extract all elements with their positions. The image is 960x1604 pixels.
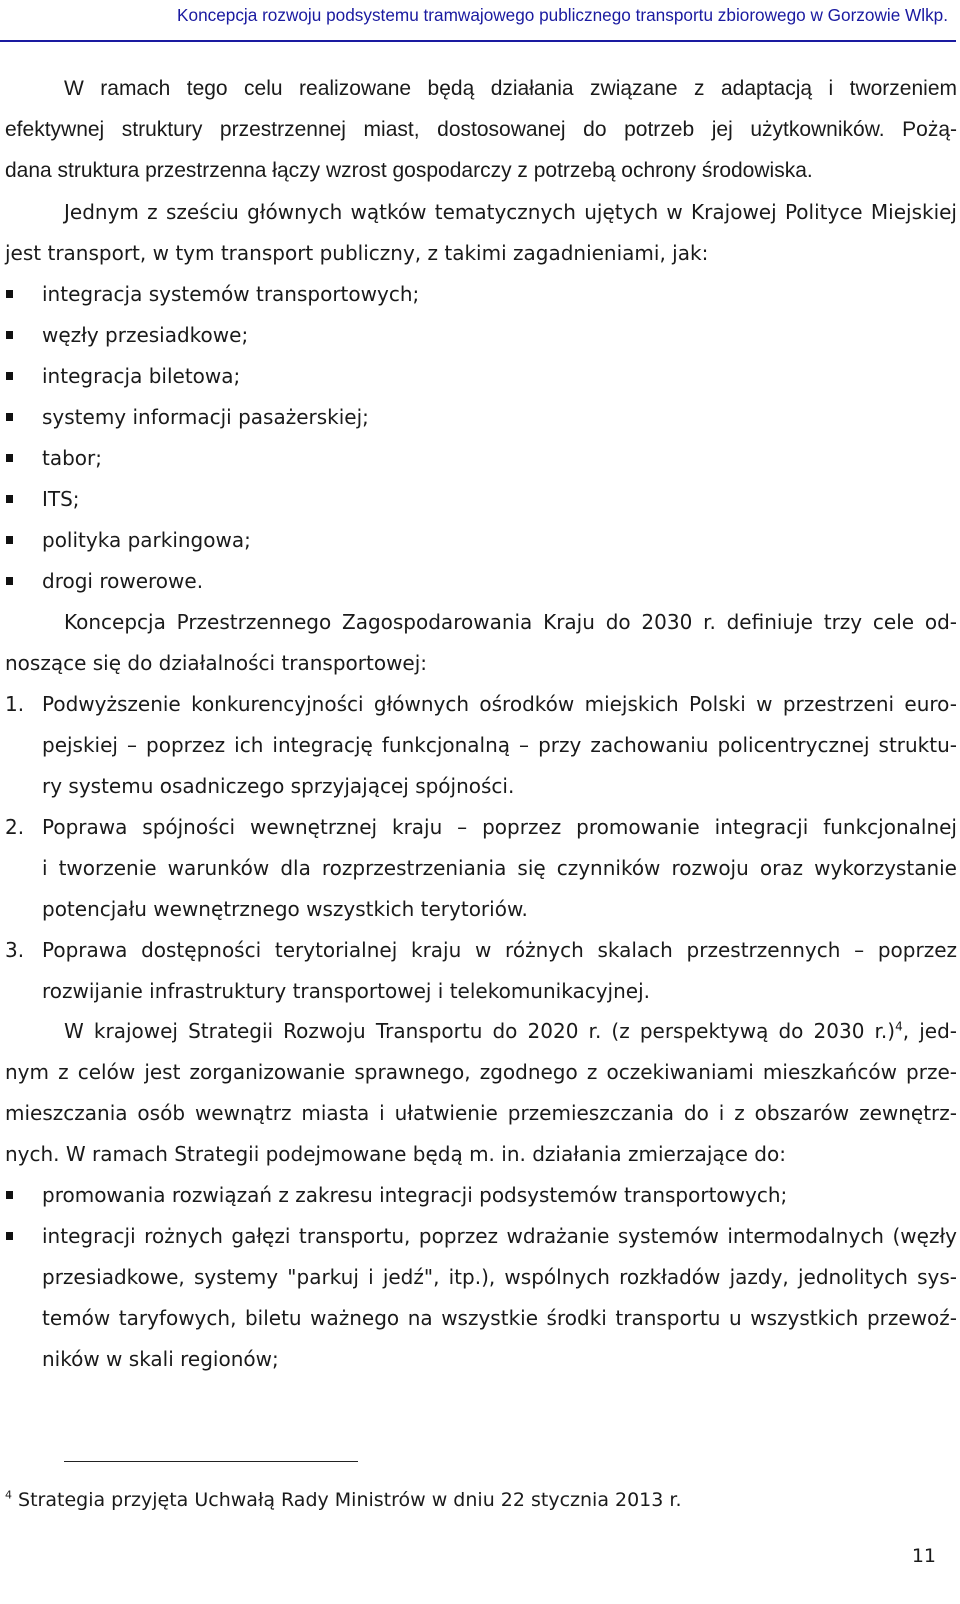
paragraph-line: mieszczania osób wewnątrz miasta i ułatwienie przemieszczania do i z obszarów zewnętrz- bbox=[5, 1101, 957, 1125]
paragraph-line: nych. W ramach Strategii podejmowane będą m. in. działania zmierzające do: bbox=[5, 1142, 786, 1166]
page-number: 11 bbox=[911, 1545, 936, 1567]
running-header bbox=[0, 0, 956, 42]
list-item-line: przesiadkowe, systemy "parkuj i jedź", itp.), wspólnych rozkładów jazdy, jednolitych sys- bbox=[42, 1265, 957, 1289]
list-item: węzły przesiadkowe; bbox=[42, 323, 249, 347]
paragraph-line: dana struktura przestrzenna łączy wzrost gospodarczy z potrzebą ochrony środowiska. bbox=[5, 159, 813, 182]
list-number: 1. bbox=[5, 692, 25, 716]
paragraph-text: W krajowej Strategii Rozwoju Transportu do 2020 r. (z perspektywą do 2030 r.) bbox=[64, 1019, 896, 1043]
paragraph-line: efektywnej struktury przestrzennej miast, dostosowanej do potrzeb jej użytkowników. Pożą- bbox=[5, 118, 957, 141]
bullet-icon bbox=[6, 1232, 13, 1240]
list-item-line: ry systemu osadniczego sprzyjającej spójności. bbox=[42, 774, 515, 798]
list-item: drogi rowerowe. bbox=[42, 569, 204, 593]
list-item-line: promowania rozwiązań z zakresu integracji podsystemów transportowych; bbox=[42, 1183, 788, 1207]
bullet-icon bbox=[6, 413, 13, 421]
bullet-icon bbox=[6, 577, 13, 585]
paragraph-line bbox=[64, 1017, 957, 1045]
list-item-line: pejskiej – poprzez ich integrację funkcjonalną – przy zachowaniu policentrycznej struktu- bbox=[42, 733, 957, 757]
footnote bbox=[5, 1486, 682, 1514]
list-item-line: Poprawa spójności wewnętrznej kraju – poprzez promowanie integracji funkcjonalnej bbox=[42, 815, 957, 839]
list-item: integracja systemów transportowych; bbox=[42, 282, 420, 306]
paragraph-line: Koncepcja Przestrzennego Zagospodarowania Kraju do 2030 r. definiuje trzy cele od- bbox=[64, 610, 957, 634]
list-item: ITS; bbox=[42, 487, 80, 511]
running-title: Koncepcja rozwoju podsystemu tramwajowego publicznego transportu zbiorowego w Gorzowie Wlkp. bbox=[177, 5, 948, 25]
list-item: polityka parkingowa; bbox=[42, 528, 251, 552]
list-item: integracja biletowa; bbox=[42, 364, 241, 388]
paragraph-line: nym z celów jest zorganizowanie sprawnego, zgodnego z oczekiwaniami mieszkańców prze- bbox=[5, 1060, 957, 1084]
bullet-icon bbox=[6, 290, 13, 298]
bullet-icon bbox=[6, 454, 13, 462]
list-item-line: ników w skali regionów; bbox=[42, 1347, 279, 1371]
footnote-marker: 4 bbox=[5, 1488, 12, 1502]
list-item-line: Podwyższenie konkurencyjności głównych ośrodków miejskich Polski w przestrzeni euro- bbox=[42, 692, 957, 716]
list-item-line: integracji rożnych gałęzi transportu, poprzez wdrażanie systemów intermodalnych (węzły bbox=[42, 1224, 957, 1248]
bullet-icon bbox=[6, 372, 13, 380]
bullet-icon bbox=[6, 1191, 13, 1199]
list-item-line: i tworzenie warunków dla rozprzestrzeniania się czynników rozwoju oraz wykorzystanie bbox=[42, 856, 957, 880]
bullet-icon bbox=[6, 331, 13, 339]
bullet-icon bbox=[6, 495, 13, 503]
list-item-line: potencjału wewnętrznego wszystkich terytoriów. bbox=[42, 897, 528, 921]
footnote-text: Strategia przyjęta Uchwałą Rady Ministrów w dniu 22 stycznia 2013 r. bbox=[18, 1489, 682, 1511]
paragraph-line: Jednym z sześciu głównych wątków tematycznych ujętych w Krajowej Polityce Miejskiej bbox=[64, 200, 957, 224]
footnote-reference: 4 bbox=[895, 1019, 903, 1034]
list-item: tabor; bbox=[42, 446, 102, 470]
paragraph-line: noszące się do działalności transportowej: bbox=[5, 651, 428, 675]
paragraph-text: , jed- bbox=[902, 1019, 957, 1043]
paragraph-line: jest transport, w tym transport publiczny, z takimi zagadnieniami, jak: bbox=[5, 241, 709, 265]
list-item-line: temów taryfowych, biletu ważnego na wszystkie środki transportu u wszystkich przewoź- bbox=[42, 1306, 957, 1330]
list-number: 3. bbox=[5, 938, 25, 962]
bullet-icon bbox=[6, 536, 13, 544]
paragraph-line: W ramach tego celu realizowane będą działania związane z adaptacją i tworzeniem bbox=[64, 77, 957, 100]
list-item: systemy informacji pasażerskiej; bbox=[42, 405, 369, 429]
list-number: 2. bbox=[5, 815, 25, 839]
list-item-line: Poprawa dostępności terytorialnej kraju w różnych skalach przestrzennych – poprzez bbox=[42, 938, 957, 962]
list-item-line: rozwijanie infrastruktury transportowej i telekomunikacyjnej. bbox=[42, 979, 650, 1003]
footnote-separator bbox=[64, 1461, 358, 1462]
